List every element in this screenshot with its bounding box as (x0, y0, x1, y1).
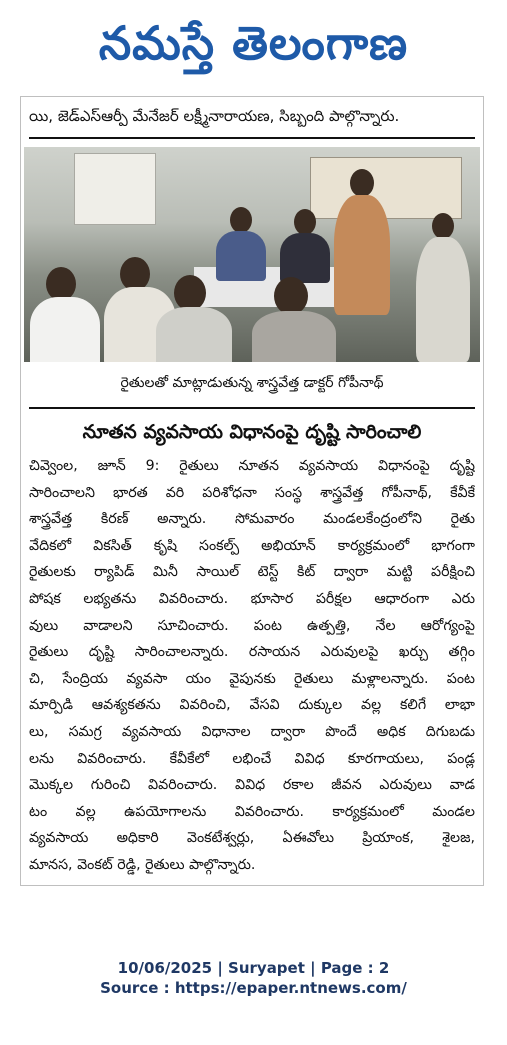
official-head (230, 207, 252, 233)
body-line: మార్పిడి ఆవశ్యకతను వివరించి, వేసవి దుక్కుల వల్ల కలిగే లాభా (29, 697, 475, 714)
audience-head (120, 257, 150, 291)
official (216, 231, 266, 281)
article-clipping (20, 96, 484, 886)
body-line: రైతులు దృష్టి సారించాలన్నారు. రసాయన ఎరువులపై ఖర్చు తగ్గిం (29, 644, 475, 661)
previous-article-tail: యి, జెడ్ఎస్ఆర్పీ మేనేజర్ లక్ష్మీనారాయణ, సిబ్బంది పాల్గొన్నారు. (29, 107, 400, 125)
body-line: రైతులకు ర్యాపిడ్ మినీ సాయిల్ టెస్ట్ కిట్ ద్వారా మట్టి పరీక్షించి (29, 564, 475, 581)
masthead-title: నమస్తే తెలంగాణ (98, 16, 409, 70)
event-banner (310, 157, 462, 219)
audience-head (174, 275, 206, 311)
body-line: వ్యవసాయ అధికారి వెంకటేశ్వర్లు, ఏఈవోలు ప్రియాంక, శైలజ, (29, 830, 475, 847)
body-line: లను వివరించారు. కేవీకేలో లభించే వివిధ కూరగాయలు, పండ్ల (29, 750, 475, 767)
speaker (334, 195, 390, 315)
photo-caption: రైతులతో మాట్లాడుతున్న శాస్త్రవేత్త డాక్టర్ గోపీనాథ్ (120, 375, 384, 391)
audience-head (274, 277, 308, 315)
body-line: వేదికలో వికసిత్ కృషి సంకల్ప్ అభియాన్ కార్యక్రమంలో భాగంగా (29, 537, 475, 554)
body-line: లు, సమగ్ర వ్యవసాయ విధానాల ద్వారా పొందే అధిక దిగుబడు (29, 723, 475, 740)
edition-info: 10/06/2025 | Suryapet | Page : 2 (117, 959, 390, 977)
newspaper-masthead (0, 8, 507, 86)
body-line: పోషక లభ్యతను వివరించారు. భూసార పరీక్షల ఆధారంగా ఎరు (29, 590, 475, 607)
wall-poster (74, 153, 156, 225)
audience-member (252, 311, 336, 362)
source-link[interactable]: Source : https://epaper.ntnews.com/ (100, 979, 407, 997)
article-headline: నూతన వ్యవసాయ విధానంపై దృష్టి సారించాలి (82, 421, 422, 443)
article-body (29, 453, 475, 879)
body-line: టం వల్ల ఉపయోగాలను వివరించారు. కార్యక్రమంలో మండల (29, 803, 475, 820)
body-line: శాస్త్రవేత్త కిరణ్ అన్నారు. సోమవారం మండలకేంద్రంలోని రైతు (29, 511, 475, 528)
attendee-head (432, 213, 454, 239)
audience-head (46, 267, 76, 301)
top-divider (29, 137, 475, 139)
body-line: వులు వాడాలని సూచించారు. పంట ఉత్పత్తి, నేల ఆరోగ్యంపై (29, 617, 475, 634)
body-line: మొక్కల గురించి వివరించారు. వివిధ రకాల జీవన ఎరువులు వాడ (29, 777, 475, 794)
attendee-standing (416, 237, 470, 362)
speaker-head (350, 169, 374, 197)
audience-member (156, 307, 232, 362)
page-footer (0, 958, 507, 998)
body-line: చి, సేంద్రియ వ్యవసా యం వైపునకు రైతులు మళ్లాలన్నారు. పంట (29, 670, 475, 687)
audience-member (30, 297, 100, 362)
body-line: సారించాలని భారత వరి పరిశోధనా సంస్థ శాస్త్రవేత్త గోపీనాథ్, కేవీకే (29, 484, 475, 501)
body-line: మానస, వెంకట్ రెడ్డి, రైతులు పాల్గొన్నారు. (29, 856, 256, 873)
body-line: చివ్వెంల, జూన్ 9: రైతులు నూతన వ్యవసాయ విధానంపై దృష్టి (29, 458, 475, 474)
officer-head (294, 209, 316, 235)
caption-divider (29, 407, 475, 409)
article-photo (24, 147, 480, 362)
officer (280, 233, 330, 283)
